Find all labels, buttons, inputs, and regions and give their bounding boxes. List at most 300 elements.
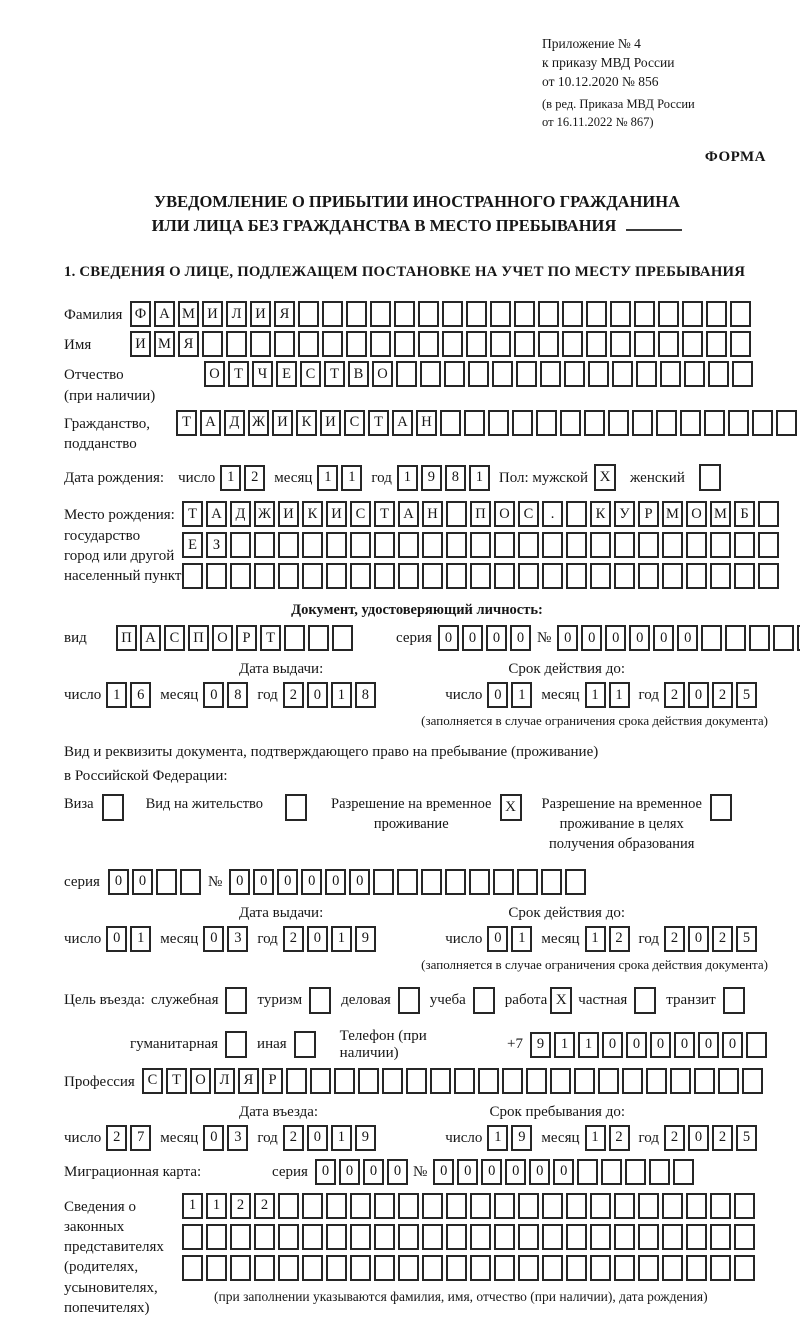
char-cell[interactable] — [718, 1068, 739, 1094]
char-cell[interactable]: 2 — [712, 926, 733, 952]
char-cell[interactable] — [406, 1068, 427, 1094]
char-cell[interactable]: О — [190, 1068, 211, 1094]
char-cell[interactable] — [752, 410, 773, 436]
char-cell[interactable]: Д — [230, 501, 251, 527]
char-cell[interactable] — [254, 563, 275, 589]
char-cell[interactable] — [226, 331, 247, 357]
char-cell[interactable]: Л — [226, 301, 247, 327]
char-cell[interactable]: 0 — [674, 1032, 695, 1058]
purpose-tourism-checkbox[interactable] — [309, 987, 331, 1014]
char-cell[interactable]: О — [372, 361, 393, 387]
char-cell[interactable]: С — [142, 1068, 163, 1094]
char-cell[interactable]: 2 — [254, 1193, 275, 1219]
char-cell[interactable]: 0 — [325, 869, 346, 895]
char-cell[interactable]: 0 — [457, 1159, 478, 1185]
char-cell[interactable]: 0 — [688, 682, 709, 708]
char-cell[interactable] — [725, 625, 746, 651]
char-cell[interactable] — [442, 301, 463, 327]
char-cell[interactable]: 2 — [664, 1125, 685, 1151]
char-cell[interactable]: О — [686, 501, 707, 527]
char-cell[interactable] — [734, 532, 755, 558]
char-cell[interactable]: 2 — [283, 926, 304, 952]
char-cell[interactable]: 2 — [712, 682, 733, 708]
char-cell[interactable] — [230, 1255, 251, 1281]
char-cell[interactable]: 2 — [664, 682, 685, 708]
char-cell[interactable] — [538, 331, 559, 357]
char-cell[interactable]: 9 — [530, 1032, 551, 1058]
char-cell[interactable] — [684, 361, 705, 387]
char-cell[interactable] — [346, 331, 367, 357]
char-cell[interactable] — [590, 1255, 611, 1281]
char-cell[interactable] — [542, 1224, 563, 1250]
char-cell[interactable] — [398, 1255, 419, 1281]
char-cell[interactable] — [590, 563, 611, 589]
char-cell[interactable]: И — [326, 501, 347, 527]
char-cell[interactable] — [418, 301, 439, 327]
char-cell[interactable] — [350, 1224, 371, 1250]
char-cell[interactable]: 0 — [438, 625, 459, 651]
char-cell[interactable] — [526, 1068, 547, 1094]
char-cell[interactable] — [638, 1255, 659, 1281]
char-cell[interactable]: 0 — [203, 682, 224, 708]
char-cell[interactable] — [326, 1255, 347, 1281]
char-cell[interactable] — [686, 1255, 707, 1281]
char-cell[interactable] — [298, 331, 319, 357]
char-cell[interactable]: 5 — [736, 1125, 757, 1151]
char-cell[interactable]: 0 — [581, 625, 602, 651]
char-cell[interactable] — [536, 410, 557, 436]
char-cell[interactable]: 1 — [487, 1125, 508, 1151]
char-cell[interactable]: П — [470, 501, 491, 527]
char-cell[interactable]: 0 — [487, 926, 508, 952]
char-cell[interactable]: П — [188, 625, 209, 651]
char-cell[interactable] — [660, 361, 681, 387]
purpose-transit-checkbox[interactable] — [723, 987, 745, 1014]
char-cell[interactable]: О — [494, 501, 515, 527]
char-cell[interactable]: 0 — [363, 1159, 384, 1185]
char-cell[interactable]: Ж — [254, 501, 275, 527]
char-cell[interactable]: 2 — [712, 1125, 733, 1151]
char-cell[interactable] — [701, 625, 722, 651]
char-cell[interactable]: 0 — [486, 625, 507, 651]
char-cell[interactable] — [286, 1068, 307, 1094]
char-cell[interactable] — [182, 1224, 203, 1250]
char-cell[interactable] — [710, 1193, 731, 1219]
char-cell[interactable] — [156, 869, 177, 895]
char-cell[interactable] — [350, 532, 371, 558]
char-cell[interactable] — [614, 1224, 635, 1250]
char-cell[interactable] — [686, 1224, 707, 1250]
char-cell[interactable]: С — [164, 625, 185, 651]
char-cell[interactable]: 0 — [653, 625, 674, 651]
char-cell[interactable] — [298, 301, 319, 327]
char-cell[interactable] — [706, 331, 727, 357]
char-cell[interactable] — [278, 532, 299, 558]
char-cell[interactable] — [542, 532, 563, 558]
char-cell[interactable] — [490, 331, 511, 357]
char-cell[interactable] — [374, 1193, 395, 1219]
char-cell[interactable]: Т — [260, 625, 281, 651]
char-cell[interactable] — [682, 301, 703, 327]
char-cell[interactable] — [694, 1068, 715, 1094]
char-cell[interactable]: 1 — [331, 682, 352, 708]
char-cell[interactable]: 1 — [331, 926, 352, 952]
char-cell[interactable] — [758, 532, 779, 558]
char-cell[interactable]: 0 — [277, 869, 298, 895]
char-cell[interactable] — [346, 301, 367, 327]
char-cell[interactable]: Т — [368, 410, 389, 436]
char-cell[interactable] — [446, 532, 467, 558]
char-cell[interactable]: 0 — [307, 1125, 328, 1151]
char-cell[interactable] — [422, 563, 443, 589]
char-cell[interactable] — [550, 1068, 571, 1094]
char-cell[interactable] — [374, 1255, 395, 1281]
char-cell[interactable] — [662, 1193, 683, 1219]
char-cell[interactable] — [742, 1068, 763, 1094]
visa-checkbox[interactable] — [102, 794, 124, 821]
char-cell[interactable] — [230, 563, 251, 589]
char-cell[interactable]: 2 — [609, 1125, 630, 1151]
char-cell[interactable] — [574, 1068, 595, 1094]
char-cell[interactable] — [776, 410, 797, 436]
char-cell[interactable] — [704, 410, 725, 436]
char-cell[interactable]: 0 — [553, 1159, 574, 1185]
char-cell[interactable]: М — [154, 331, 175, 357]
char-cell[interactable]: Т — [166, 1068, 187, 1094]
char-cell[interactable] — [734, 1224, 755, 1250]
char-cell[interactable]: Т — [182, 501, 203, 527]
char-cell[interactable]: Т — [374, 501, 395, 527]
char-cell[interactable] — [734, 1255, 755, 1281]
char-cell[interactable]: Я — [274, 301, 295, 327]
char-cell[interactable]: 0 — [688, 926, 709, 952]
char-cell[interactable] — [322, 301, 343, 327]
char-cell[interactable] — [638, 1193, 659, 1219]
char-cell[interactable] — [254, 1224, 275, 1250]
char-cell[interactable] — [542, 1193, 563, 1219]
char-cell[interactable] — [446, 563, 467, 589]
char-cell[interactable]: 5 — [736, 682, 757, 708]
char-cell[interactable] — [494, 563, 515, 589]
char-cell[interactable] — [566, 1193, 587, 1219]
char-cell[interactable] — [566, 532, 587, 558]
char-cell[interactable]: В — [348, 361, 369, 387]
char-cell[interactable] — [422, 1224, 443, 1250]
char-cell[interactable]: 0 — [557, 625, 578, 651]
char-cell[interactable]: Л — [214, 1068, 235, 1094]
char-cell[interactable]: 8 — [227, 682, 248, 708]
char-cell[interactable]: А — [200, 410, 221, 436]
char-cell[interactable] — [517, 869, 538, 895]
char-cell[interactable] — [398, 563, 419, 589]
char-cell[interactable] — [468, 361, 489, 387]
char-cell[interactable] — [445, 869, 466, 895]
char-cell[interactable]: 0 — [229, 869, 250, 895]
char-cell[interactable]: 2 — [609, 926, 630, 952]
char-cell[interactable] — [374, 532, 395, 558]
char-cell[interactable] — [180, 869, 201, 895]
purpose-work-checkbox[interactable]: X — [550, 987, 572, 1014]
char-cell[interactable]: 0 — [505, 1159, 526, 1185]
char-cell[interactable] — [254, 532, 275, 558]
char-cell[interactable] — [542, 563, 563, 589]
char-cell[interactable]: 2 — [230, 1193, 251, 1219]
char-cell[interactable] — [254, 1255, 275, 1281]
char-cell[interactable]: 0 — [433, 1159, 454, 1185]
char-cell[interactable]: 1 — [182, 1193, 203, 1219]
char-cell[interactable]: 0 — [307, 926, 328, 952]
char-cell[interactable] — [538, 301, 559, 327]
char-cell[interactable] — [350, 563, 371, 589]
char-cell[interactable] — [682, 331, 703, 357]
char-cell[interactable]: 1 — [469, 465, 490, 491]
char-cell[interactable] — [350, 1255, 371, 1281]
char-cell[interactable] — [494, 1224, 515, 1250]
char-cell[interactable]: 0 — [253, 869, 274, 895]
char-cell[interactable] — [488, 410, 509, 436]
char-cell[interactable]: М — [178, 301, 199, 327]
char-cell[interactable] — [494, 1255, 515, 1281]
char-cell[interactable]: 9 — [355, 1125, 376, 1151]
char-cell[interactable]: Ж — [248, 410, 269, 436]
char-cell[interactable] — [540, 361, 561, 387]
char-cell[interactable] — [730, 331, 751, 357]
char-cell[interactable] — [206, 563, 227, 589]
char-cell[interactable] — [662, 563, 683, 589]
char-cell[interactable]: 0 — [626, 1032, 647, 1058]
char-cell[interactable] — [662, 1255, 683, 1281]
sex-male-checkbox[interactable]: X — [594, 464, 616, 491]
char-cell[interactable] — [746, 1032, 767, 1058]
char-cell[interactable]: Р — [638, 501, 659, 527]
char-cell[interactable]: 0 — [602, 1032, 623, 1058]
char-cell[interactable] — [370, 331, 391, 357]
char-cell[interactable] — [278, 1193, 299, 1219]
char-cell[interactable] — [374, 563, 395, 589]
sex-female-checkbox[interactable] — [699, 464, 721, 491]
char-cell[interactable] — [490, 301, 511, 327]
char-cell[interactable]: У — [614, 501, 635, 527]
char-cell[interactable]: 0 — [387, 1159, 408, 1185]
char-cell[interactable]: 0 — [108, 869, 129, 895]
char-cell[interactable] — [494, 1193, 515, 1219]
char-cell[interactable]: 0 — [605, 625, 626, 651]
char-cell[interactable] — [382, 1068, 403, 1094]
char-cell[interactable]: Я — [238, 1068, 259, 1094]
char-cell[interactable]: Н — [422, 501, 443, 527]
char-cell[interactable] — [584, 410, 605, 436]
char-cell[interactable] — [446, 501, 467, 527]
char-cell[interactable] — [686, 532, 707, 558]
char-cell[interactable] — [326, 563, 347, 589]
char-cell[interactable] — [322, 331, 343, 357]
char-cell[interactable] — [332, 625, 353, 651]
char-cell[interactable] — [680, 410, 701, 436]
char-cell[interactable] — [310, 1068, 331, 1094]
char-cell[interactable] — [590, 532, 611, 558]
char-cell[interactable] — [470, 1193, 491, 1219]
char-cell[interactable]: П — [116, 625, 137, 651]
temp-residence-checkbox[interactable]: X — [500, 794, 522, 821]
char-cell[interactable]: И — [278, 501, 299, 527]
char-cell[interactable] — [470, 1224, 491, 1250]
char-cell[interactable] — [422, 532, 443, 558]
char-cell[interactable]: 2 — [244, 465, 265, 491]
char-cell[interactable] — [302, 1193, 323, 1219]
char-cell[interactable]: 7 — [130, 1125, 151, 1151]
char-cell[interactable]: С — [518, 501, 539, 527]
char-cell[interactable] — [302, 563, 323, 589]
char-cell[interactable]: И — [272, 410, 293, 436]
char-cell[interactable] — [686, 1193, 707, 1219]
char-cell[interactable] — [394, 331, 415, 357]
char-cell[interactable] — [278, 1224, 299, 1250]
char-cell[interactable]: К — [590, 501, 611, 527]
char-cell[interactable] — [516, 361, 537, 387]
char-cell[interactable] — [658, 331, 679, 357]
char-cell[interactable] — [470, 563, 491, 589]
char-cell[interactable] — [284, 625, 305, 651]
char-cell[interactable] — [710, 563, 731, 589]
char-cell[interactable] — [206, 1224, 227, 1250]
purpose-official-checkbox[interactable] — [225, 987, 247, 1014]
char-cell[interactable] — [566, 1255, 587, 1281]
char-cell[interactable]: А — [398, 501, 419, 527]
residence-permit-checkbox[interactable] — [285, 794, 307, 821]
char-cell[interactable]: 1 — [585, 926, 606, 952]
char-cell[interactable] — [396, 361, 417, 387]
char-cell[interactable]: 1 — [585, 1125, 606, 1151]
char-cell[interactable] — [398, 532, 419, 558]
char-cell[interactable] — [586, 331, 607, 357]
char-cell[interactable]: 6 — [130, 682, 151, 708]
char-cell[interactable] — [562, 331, 583, 357]
char-cell[interactable] — [444, 361, 465, 387]
char-cell[interactable] — [518, 1255, 539, 1281]
char-cell[interactable]: 0 — [487, 682, 508, 708]
char-cell[interactable] — [373, 869, 394, 895]
char-cell[interactable]: 1 — [511, 926, 532, 952]
char-cell[interactable] — [758, 501, 779, 527]
purpose-business-checkbox[interactable] — [398, 987, 420, 1014]
char-cell[interactable] — [634, 301, 655, 327]
char-cell[interactable]: А — [392, 410, 413, 436]
char-cell[interactable] — [710, 532, 731, 558]
char-cell[interactable]: И — [202, 301, 223, 327]
char-cell[interactable]: Б — [734, 501, 755, 527]
char-cell[interactable] — [612, 361, 633, 387]
char-cell[interactable]: И — [250, 301, 271, 327]
char-cell[interactable] — [398, 1224, 419, 1250]
char-cell[interactable] — [397, 869, 418, 895]
char-cell[interactable] — [686, 563, 707, 589]
char-cell[interactable]: 0 — [349, 869, 370, 895]
char-cell[interactable]: 3 — [227, 1125, 248, 1151]
char-cell[interactable]: 0 — [629, 625, 650, 651]
char-cell[interactable]: . — [542, 501, 563, 527]
char-cell[interactable]: Р — [262, 1068, 283, 1094]
char-cell[interactable] — [418, 331, 439, 357]
char-cell[interactable]: 1 — [511, 682, 532, 708]
purpose-study-checkbox[interactable] — [473, 987, 495, 1014]
char-cell[interactable]: 1 — [341, 465, 362, 491]
char-cell[interactable] — [446, 1193, 467, 1219]
char-cell[interactable] — [422, 1193, 443, 1219]
char-cell[interactable] — [734, 1193, 755, 1219]
char-cell[interactable]: 1 — [206, 1193, 227, 1219]
char-cell[interactable]: Т — [176, 410, 197, 436]
char-cell[interactable] — [308, 625, 329, 651]
char-cell[interactable] — [334, 1068, 355, 1094]
char-cell[interactable] — [518, 532, 539, 558]
char-cell[interactable]: 0 — [203, 1125, 224, 1151]
char-cell[interactable] — [710, 1255, 731, 1281]
char-cell[interactable] — [518, 1224, 539, 1250]
char-cell[interactable]: 1 — [578, 1032, 599, 1058]
char-cell[interactable]: И — [320, 410, 341, 436]
char-cell[interactable] — [670, 1068, 691, 1094]
char-cell[interactable] — [514, 301, 535, 327]
char-cell[interactable] — [374, 1224, 395, 1250]
char-cell[interactable] — [466, 301, 487, 327]
char-cell[interactable] — [730, 301, 751, 327]
char-cell[interactable]: 2 — [106, 1125, 127, 1151]
char-cell[interactable] — [662, 532, 683, 558]
char-cell[interactable] — [398, 1193, 419, 1219]
char-cell[interactable] — [734, 563, 755, 589]
char-cell[interactable] — [492, 361, 513, 387]
char-cell[interactable] — [420, 361, 441, 387]
char-cell[interactable]: З — [206, 532, 227, 558]
char-cell[interactable] — [466, 331, 487, 357]
char-cell[interactable] — [274, 331, 295, 357]
char-cell[interactable]: 1 — [397, 465, 418, 491]
char-cell[interactable]: 0 — [462, 625, 483, 651]
char-cell[interactable] — [470, 532, 491, 558]
char-cell[interactable]: 0 — [510, 625, 531, 651]
char-cell[interactable] — [656, 410, 677, 436]
char-cell[interactable] — [632, 410, 653, 436]
char-cell[interactable]: 0 — [307, 682, 328, 708]
char-cell[interactable] — [646, 1068, 667, 1094]
char-cell[interactable] — [590, 1224, 611, 1250]
char-cell[interactable] — [502, 1068, 523, 1094]
char-cell[interactable]: 0 — [203, 926, 224, 952]
char-cell[interactable]: 1 — [106, 682, 127, 708]
char-cell[interactable]: 0 — [677, 625, 698, 651]
char-cell[interactable] — [478, 1068, 499, 1094]
char-cell[interactable]: М — [662, 501, 683, 527]
char-cell[interactable]: Ф — [130, 301, 151, 327]
char-cell[interactable] — [182, 563, 203, 589]
char-cell[interactable] — [278, 1255, 299, 1281]
char-cell[interactable] — [590, 1193, 611, 1219]
char-cell[interactable]: 1 — [331, 1125, 352, 1151]
char-cell[interactable]: 0 — [698, 1032, 719, 1058]
char-cell[interactable] — [370, 301, 391, 327]
char-cell[interactable] — [622, 1068, 643, 1094]
char-cell[interactable] — [494, 532, 515, 558]
char-cell[interactable]: Д — [224, 410, 245, 436]
char-cell[interactable] — [302, 1255, 323, 1281]
char-cell[interactable] — [512, 410, 533, 436]
char-cell[interactable]: 2 — [664, 926, 685, 952]
char-cell[interactable] — [749, 625, 770, 651]
char-cell[interactable]: Р — [236, 625, 257, 651]
char-cell[interactable] — [636, 361, 657, 387]
char-cell[interactable] — [206, 1255, 227, 1281]
char-cell[interactable] — [565, 869, 586, 895]
